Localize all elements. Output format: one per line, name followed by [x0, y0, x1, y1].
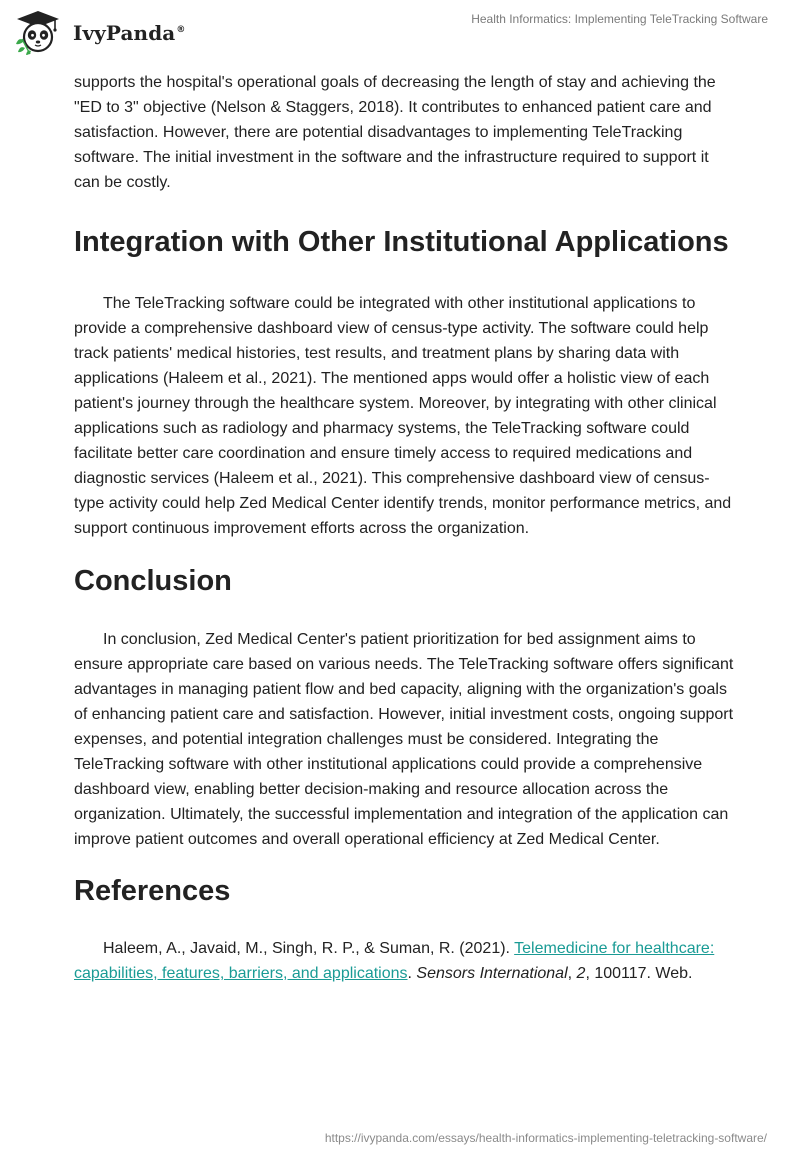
registered-mark: ®	[176, 25, 186, 36]
panda-logo-icon	[13, 8, 63, 58]
section-paragraph-conclusion: In conclusion, Zed Medical Center's patient prioritization for bed assignment aims to ensure appropriate care based on various needs. The TeleTracking software offers significant advantages in managing patient flow and bed capacity, aligning with the organization's goals of enhancing patient care and satisfaction. However, initial investment costs, ongoing support expenses, and potential integration challenges must be considered. Integrating the TeleTracking software with other institutional applications could provide a comprehensive dashboard view, enabling better decision-making and resource allocation across the organization. Ultimately, the successful implementation and integration of the application can improve patient outcomes and overall operational efficiency at Zed Medical Center.	[74, 631, 734, 848]
reference-period: .	[407, 965, 412, 982]
page-header	[0, 0, 800, 66]
reference-entry	[74, 936, 734, 986]
reference-comma: ,	[567, 965, 573, 982]
reference-journal: Sensors International	[416, 965, 568, 982]
reference-authors: Haleem, A., Javaid, M., Singh, R. P., & Suman, R. (2021).	[103, 940, 510, 957]
essay-content	[74, 70, 734, 986]
references-heading: References	[74, 875, 231, 907]
reference-volume: 2	[576, 965, 586, 982]
document-title: Health Informatics: Implementing TeleTracking Software	[471, 12, 768, 26]
brand-logo[interactable]	[13, 8, 185, 58]
reference-link[interactable]: Telemedicine for healthcare: capabilities, features, barriers, and applications	[74, 940, 715, 982]
section-paragraph-integration: The TeleTracking software could be integrated with other institutional applications to provide a comprehensive dashboard view of census-type activity. The software could help track patients' medical histories, test results, and treatment plans by sharing data with applications (Haleem et al., 2021). The mentioned apps would offer a holistic view of each patient's journey through the healthcare system. Moreover, by integrating with other clinical applications such as radiology and pharmacy systems, the TeleTracking software could facilitate better care coordination and ensure timely access to required medications and diagnostic services (Haleem et al., 2021). This comprehensive dashboard view of census-type activity could help Zed Medical Center identify trends, monitor performance metrics, and support continuous improvement efforts across the organization.	[74, 295, 732, 537]
section-heading-integration: Integration with Other Institutional Applications	[74, 226, 729, 258]
brand-name: IvyPanda®	[73, 21, 186, 45]
intro-paragraph: supports the hospital's operational goals of decreasing the length of stay and achieving the "ED to 3" objective (Nelson & Staggers, 2018). It contributes to enhanced patient care and satisfaction. However, there are potential disadvantages to implementing TeleTracking software. The initial investment in the software and the infrastructure required to support it can be costly.	[74, 74, 716, 191]
section-heading-conclusion: Conclusion	[74, 565, 232, 597]
reference-tail: , 100117. Web.	[585, 965, 693, 982]
footer-url: https://ivypanda.com/essays/health-informatics-implementing-teletracking-software/	[324, 1131, 767, 1145]
